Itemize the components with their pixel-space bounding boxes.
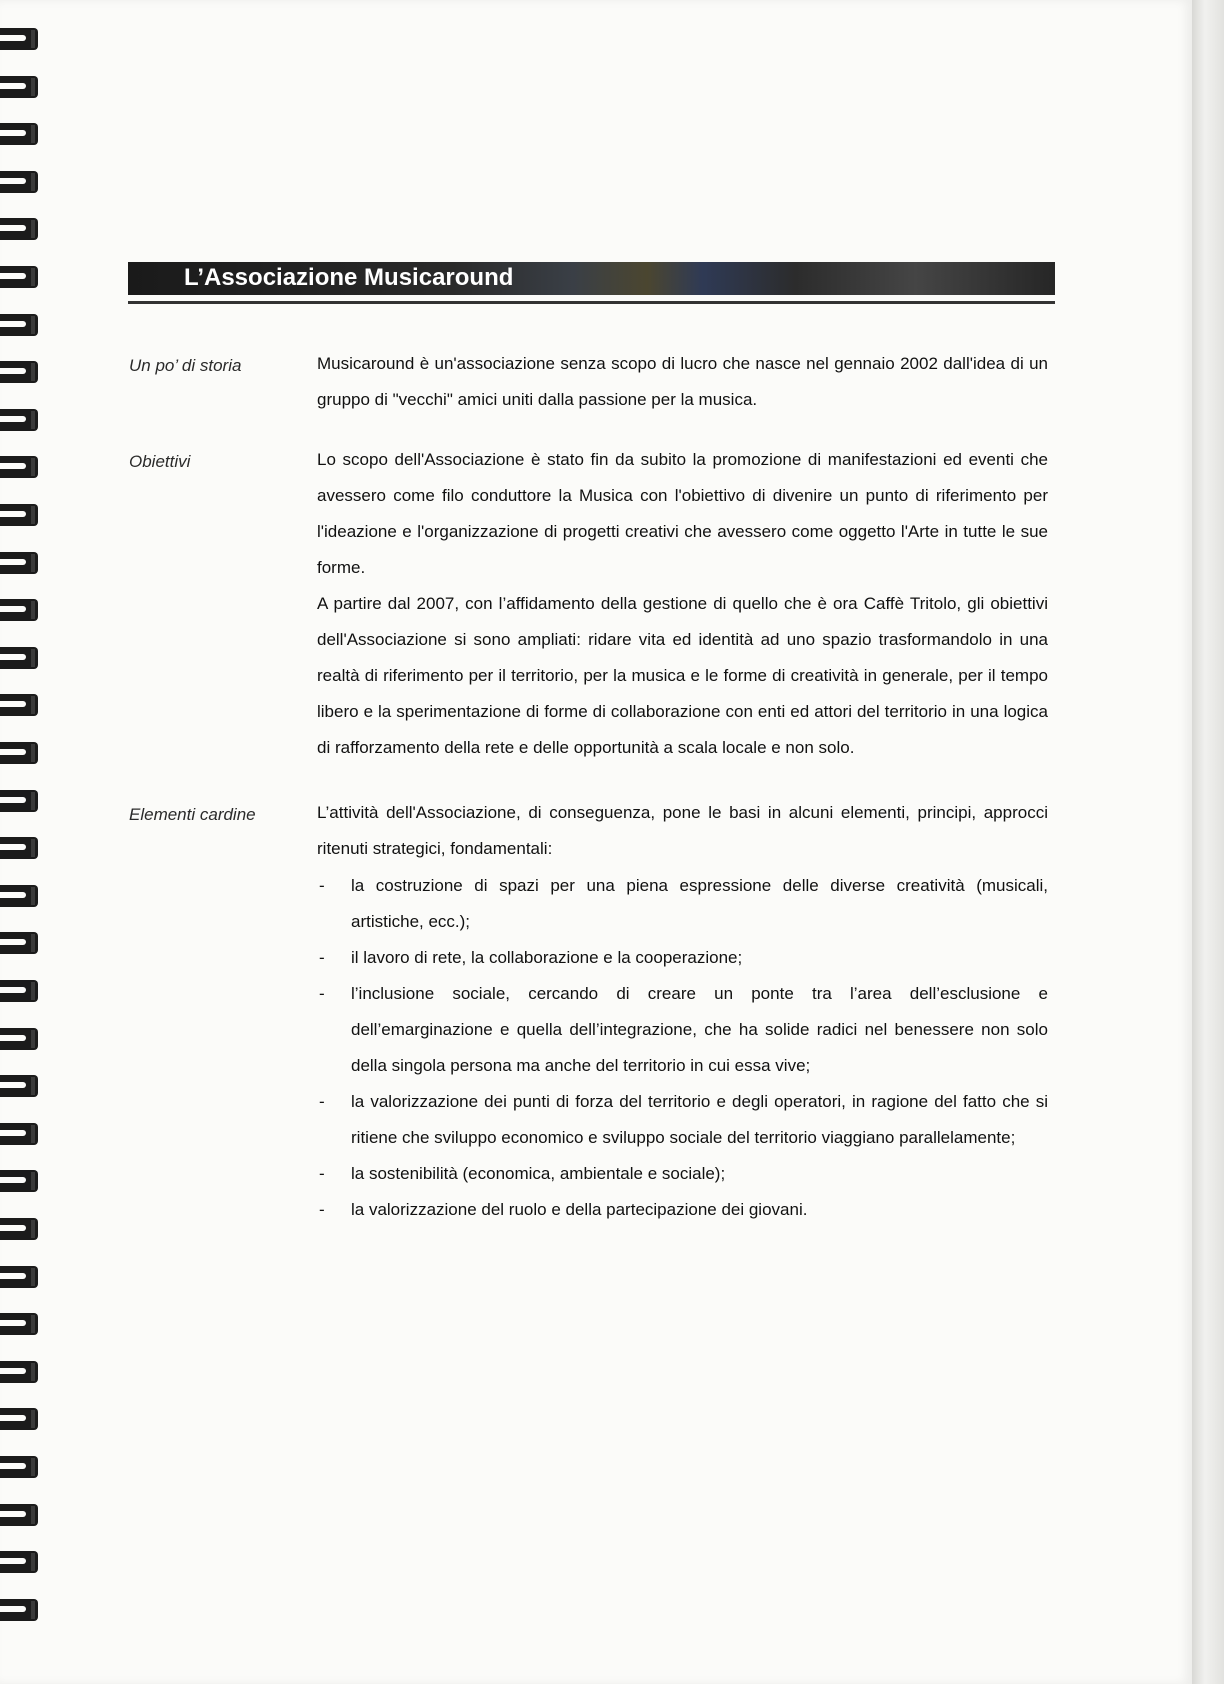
spiral-binding: [0, 28, 44, 1668]
binding-ring: [0, 1266, 38, 1288]
list-item: [317, 1156, 1048, 1192]
binding-ring: [0, 456, 38, 478]
list-item: [317, 868, 1048, 940]
list-item: [317, 976, 1048, 1084]
paragraph: Lo scopo dell'Associazione è stato fin da subito la promozione di manifestazioni ed eventi che avessero come filo conduttore la Musica con l'obiettivo di divenire un punto di riferimento per l'ideazione e l'organizzazione di progetti creativi che avessero come oggetto l'Arte in tutte le sue forme.: [317, 450, 1048, 577]
page-edge: [1192, 0, 1224, 1684]
binding-ring: [0, 1599, 38, 1621]
bullet-marker: -: [319, 948, 325, 967]
section-label-elementi: Elementi cardine: [129, 805, 256, 824]
list-item: [317, 1084, 1048, 1156]
binding-ring: [0, 1361, 38, 1383]
binding-ring: [0, 314, 38, 336]
list-item-text: l’inclusione sociale, cercando di creare un ponte tra l’area dell’esclusione e dell’emarginazione e quella dell’integrazione, che ha solide radici nel benessere non solo della singola persona ma anche del territorio in cui essa vive;: [351, 984, 1048, 1075]
binding-ring: [0, 1028, 38, 1050]
section-label-storia: Un po’ di storia: [129, 356, 242, 375]
section-text-elementi: [317, 795, 1048, 867]
binding-ring: [0, 76, 38, 98]
bullet-marker: -: [319, 1200, 325, 1219]
list-item-text: la valorizzazione del ruolo e della partecipazione dei giovani.: [351, 1200, 808, 1219]
binding-ring: [0, 504, 38, 526]
bullet-marker: -: [319, 876, 325, 895]
section-label-obiettivi: Obiettivi: [129, 452, 191, 471]
binding-ring: [0, 1313, 38, 1335]
binding-ring: [0, 1551, 38, 1573]
binding-ring: [0, 790, 38, 812]
binding-ring: [0, 1218, 38, 1240]
bullet-list: [317, 868, 1048, 1228]
binding-ring: [0, 647, 38, 669]
binding-ring: [0, 1075, 38, 1097]
binding-ring: [0, 1170, 38, 1192]
binding-ring: [0, 1408, 38, 1430]
section-text-obiettivi: [317, 442, 1048, 766]
section-text-storia: [317, 346, 1048, 418]
list-item: [317, 940, 1048, 976]
paragraph: A partire dal 2007, con l’affidamento della gestione di quello che è ora Caffè Tritolo, gli obiettivi dell'Associazione si sono ampliati: ridare vita ed identità ad uno spazio trasformandolo in una realtà di riferimento per il territorio, per la musica e le forme di creatività in generale, per il tempo libero e la sperimentazione di forme di collaborazione con enti ed attori del territorio in una logica di rafforzamento della rete e delle opportunità a scala locale e non solo.: [317, 594, 1048, 757]
binding-ring: [0, 885, 38, 907]
binding-ring: [0, 599, 38, 621]
binding-ring: [0, 837, 38, 859]
section-header-bar: [128, 262, 1055, 295]
bullet-marker: -: [319, 984, 325, 1003]
binding-ring: [0, 361, 38, 383]
list-item: [317, 1192, 1048, 1228]
binding-ring: [0, 266, 38, 288]
list-item-text: la valorizzazione dei punti di forza del territorio e degli operatori, in ragione del fatto che si ritiene che sviluppo economico e sviluppo sociale del territorio viaggiano parallelamente;: [351, 1092, 1048, 1147]
page-title: L’Associazione Musicaround: [184, 264, 514, 291]
binding-ring: [0, 409, 38, 431]
binding-ring: [0, 742, 38, 764]
bullet-marker: -: [319, 1092, 325, 1111]
binding-ring: [0, 28, 38, 50]
binding-ring: [0, 694, 38, 716]
binding-ring: [0, 1504, 38, 1526]
binding-ring: [0, 218, 38, 240]
binding-ring: [0, 932, 38, 954]
binding-ring: [0, 123, 38, 145]
header-rule: [128, 301, 1055, 304]
paragraph: Musicaround è un'associazione senza scopo di lucro che nasce nel gennaio 2002 dall'idea di un gruppo di "vecchi" amici uniti dalla passione per la musica.: [317, 354, 1048, 409]
list-item-text: il lavoro di rete, la collaborazione e la cooperazione;: [351, 948, 743, 967]
binding-ring: [0, 980, 38, 1002]
list-item-text: la sostenibilità (economica, ambientale e sociale);: [351, 1164, 726, 1183]
binding-ring: [0, 1456, 38, 1478]
binding-ring: [0, 171, 38, 193]
binding-ring: [0, 552, 38, 574]
paragraph: L’attività dell'Associazione, di conseguenza, pone le basi in alcuni elementi, principi, approcci ritenuti strategici, fondamentali:: [317, 803, 1048, 858]
bullet-marker: -: [319, 1164, 325, 1183]
binding-ring: [0, 1123, 38, 1145]
list-item-text: la costruzione di spazi per una piena espressione delle diverse creatività (musicali, artistiche, ecc.);: [351, 876, 1048, 931]
